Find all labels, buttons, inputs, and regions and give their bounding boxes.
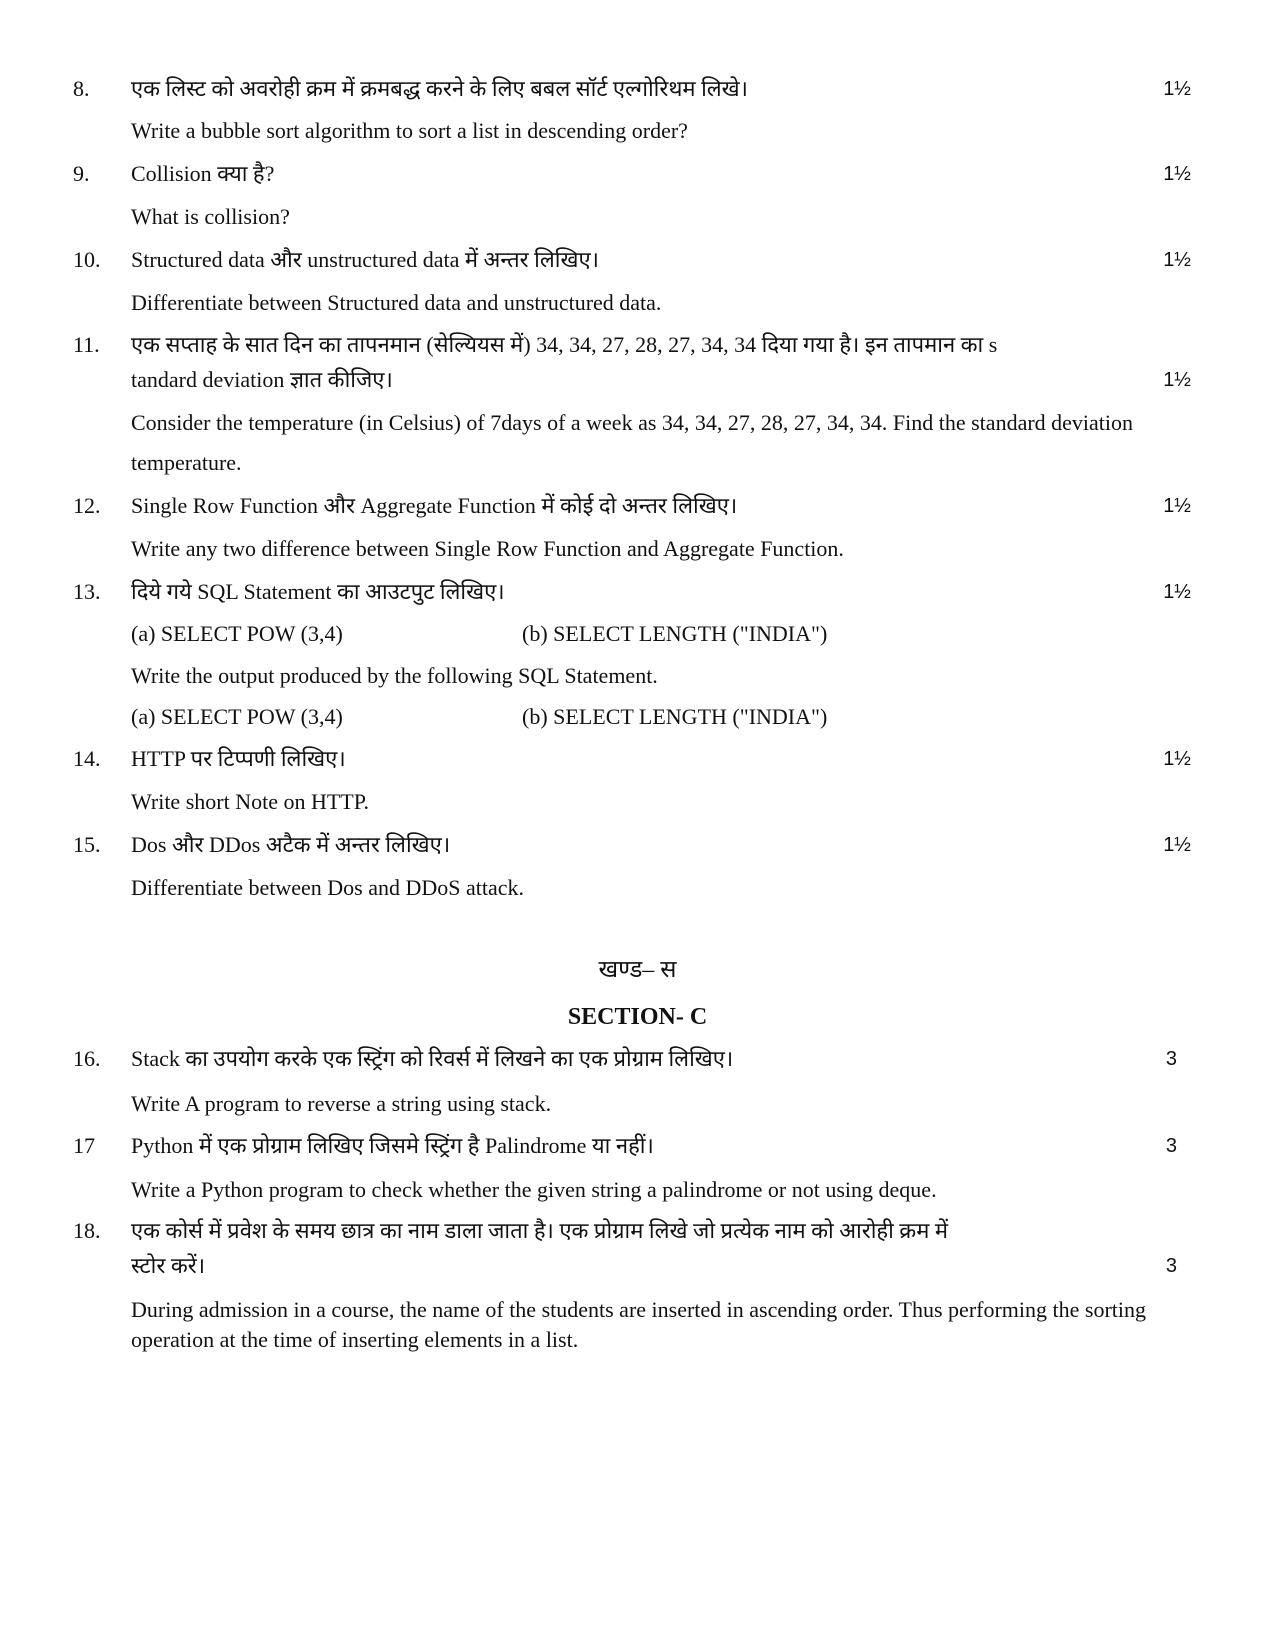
question-number: 11.: [73, 332, 100, 357]
sql-part-a: (a) SELECT POW (3,4): [131, 621, 343, 646]
question-text-english: Consider the temperature (in Celsius) of 7days of a week as 34, 34, 27, 28, 27, 34, 34. Find the standard deviation: [131, 410, 1134, 435]
question-marks: 1½: [1163, 369, 1191, 391]
question-marks: 3: [1165, 1135, 1177, 1157]
question-text-hindi: Single Row Function और Aggregate Function में कोई दो अन्तर लिखिए।: [131, 493, 738, 518]
question-text-english: Differentiate between Structured data and unstructured data.: [131, 290, 662, 315]
question-number: 16.: [73, 1046, 101, 1071]
question-text-english: Write short Note on HTTP.: [131, 789, 370, 814]
question-number: 12.: [73, 493, 101, 518]
question-text-hindi: Collision क्या है?: [131, 161, 275, 186]
question-text-hindi: Python में एक प्रोग्राम लिखिए जिसमे स्ट्रिंग है Palindrome या नहीं।: [131, 1133, 654, 1158]
question-text-english: Write any two difference between Single Row Function and Aggregate Function.: [131, 536, 844, 561]
question-marks: 1½: [1163, 78, 1191, 100]
question-18-english: During admission in a course, the name of the students are inserted in ascending order. Thus performing the sorting operation at the time of inserting elements in a list.: [131, 1297, 1147, 1352]
section-heading-english: SECTION- C: [567, 1004, 708, 1030]
question-marks: 1½: [1163, 495, 1191, 517]
question-text-hindi: एक कोर्स में प्रवेश के समय छात्र का नाम डाला जाता है। एक प्रोग्राम लिखे जो प्रत्येक नाम को आरोही क्रम में: [131, 1218, 949, 1243]
sql-part-a: (a) SELECT POW (3,4): [131, 704, 343, 729]
question-marks: 1½: [1163, 581, 1191, 603]
question-number: 18.: [73, 1218, 101, 1243]
question-marks: 3: [1165, 1048, 1177, 1070]
question-text-hindi: Structured data और unstructured data में अन्तर लिखिए।: [131, 247, 599, 272]
question-text-english: Write a Python program to check whether the given string a palindrome or not using deque.: [131, 1177, 937, 1202]
question-text-hindi: Dos और DDos अटैक में अन्तर लिखिए।: [131, 832, 451, 857]
question-text-hindi: एक लिस्ट को अवरोही क्रम में क्रमबद्ध करने के लिए बबल सॉर्ट एल्गोरिथम लिखे।: [131, 76, 749, 101]
question-text-english: What is collision?: [131, 204, 290, 229]
question-marks: 1½: [1163, 163, 1191, 185]
question-marks: 3: [1165, 1255, 1177, 1277]
question-text-english: temperature.: [131, 450, 242, 475]
question-number: 14.: [73, 746, 101, 771]
question-text-english: Write A program to reverse a string using stack.: [131, 1091, 552, 1116]
question-number: 13.: [73, 579, 101, 604]
question-number: 15.: [73, 832, 101, 857]
question-text-hindi: स्टोर करें।: [131, 1253, 206, 1278]
question-number: 17: [73, 1133, 95, 1158]
question-marks: 1½: [1163, 748, 1191, 770]
sql-part-b: (b) SELECT LENGTH ("INDIA"): [522, 621, 828, 646]
question-number: 8.: [73, 76, 90, 101]
question-marks: 1½: [1163, 249, 1191, 271]
section-heading-hindi: खण्ड– स: [598, 957, 677, 983]
question-marks: 1½: [1163, 834, 1191, 856]
question-text-english: Write the output produced by the following SQL Statement.: [131, 663, 658, 688]
question-text-hindi: tandard deviation ज्ञात कीजिए।: [131, 367, 393, 392]
question-number: 9.: [73, 161, 90, 186]
sql-part-b: (b) SELECT LENGTH ("INDIA"): [522, 704, 828, 729]
question-text-english: Write a bubble sort algorithm to sort a list in descending order?: [131, 118, 688, 143]
question-text-hindi: Stack का उपयोग करके एक स्ट्रिंग को रिवर्स में लिखने का एक प्रोग्राम लिखिए।: [131, 1046, 734, 1071]
question-text-hindi: HTTP पर टिप्पणी लिखिए।: [131, 746, 346, 771]
question-text-hindi: एक सप्ताह के सात दिन का तापनमान (सेल्यियस में) 34, 34, 27, 28, 27, 34, 34 दिया गया है। इन तापमान का s: [131, 332, 998, 357]
question-number: 10.: [73, 247, 101, 272]
question-text-english: Differentiate between Dos and DDoS attack.: [131, 875, 525, 900]
question-text-hindi: दिये गये SQL Statement का आउटपुट लिखिए।: [131, 579, 505, 604]
